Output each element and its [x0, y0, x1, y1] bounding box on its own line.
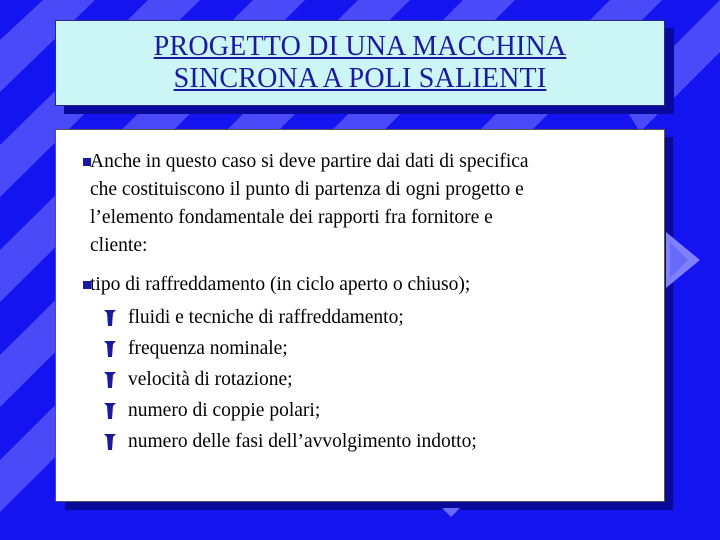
- next-arrow-icon[interactable]: [666, 228, 706, 292]
- wingdings-t-bullet-icon: [102, 400, 118, 422]
- sub-bullet-text: fluidi e tecniche di raffreddamento;: [128, 307, 404, 328]
- wingdings-t-bullet-icon: [102, 338, 118, 360]
- title-line-1: PROGETTO DI UNA MACCHINA: [153, 31, 567, 62]
- bullet-1-line: Anche in questo caso si deve partire dai dati di specifica: [90, 151, 529, 172]
- sub-bullet-text: numero di coppie polari;: [128, 400, 321, 421]
- bullet-1-line: cliente:: [90, 235, 148, 256]
- title-line-2: SINCRONA A POLI SALIENTI: [173, 63, 547, 94]
- bullet-paragraph-2: [90, 271, 662, 299]
- bullet-1-line: l’elemento fondamentale dei rapporti fra fornitore e: [90, 207, 493, 228]
- wingdings-t-bullet-icon: [102, 431, 118, 453]
- sub-bullet-item: [102, 365, 293, 395]
- sub-bullet-item: [102, 427, 477, 457]
- bullet-paragraph-1: [90, 148, 662, 260]
- sub-bullet-text: frequenza nominale;: [128, 338, 288, 359]
- wingdings-t-bullet-icon: [102, 307, 118, 329]
- down-arrow-icon: [442, 506, 460, 518]
- bullet-2-line: tipo di raffreddamento (in ciclo aperto o chiuso);: [90, 274, 471, 295]
- bullet-1-line: che costituiscono il punto di partenza di ogni progetto e: [90, 179, 524, 200]
- title-box: [55, 20, 665, 106]
- sub-bullet-item: [102, 396, 320, 426]
- sub-bullet-text: velocità di rotazione;: [128, 369, 293, 390]
- content-box: [55, 129, 665, 502]
- sub-bullet-item: [102, 303, 404, 333]
- wingdings-t-bullet-icon: [102, 369, 118, 391]
- sub-bullet-item: [102, 334, 288, 364]
- sub-bullet-text: numero delle fasi dell’avvolgimento indotto;: [128, 431, 477, 452]
